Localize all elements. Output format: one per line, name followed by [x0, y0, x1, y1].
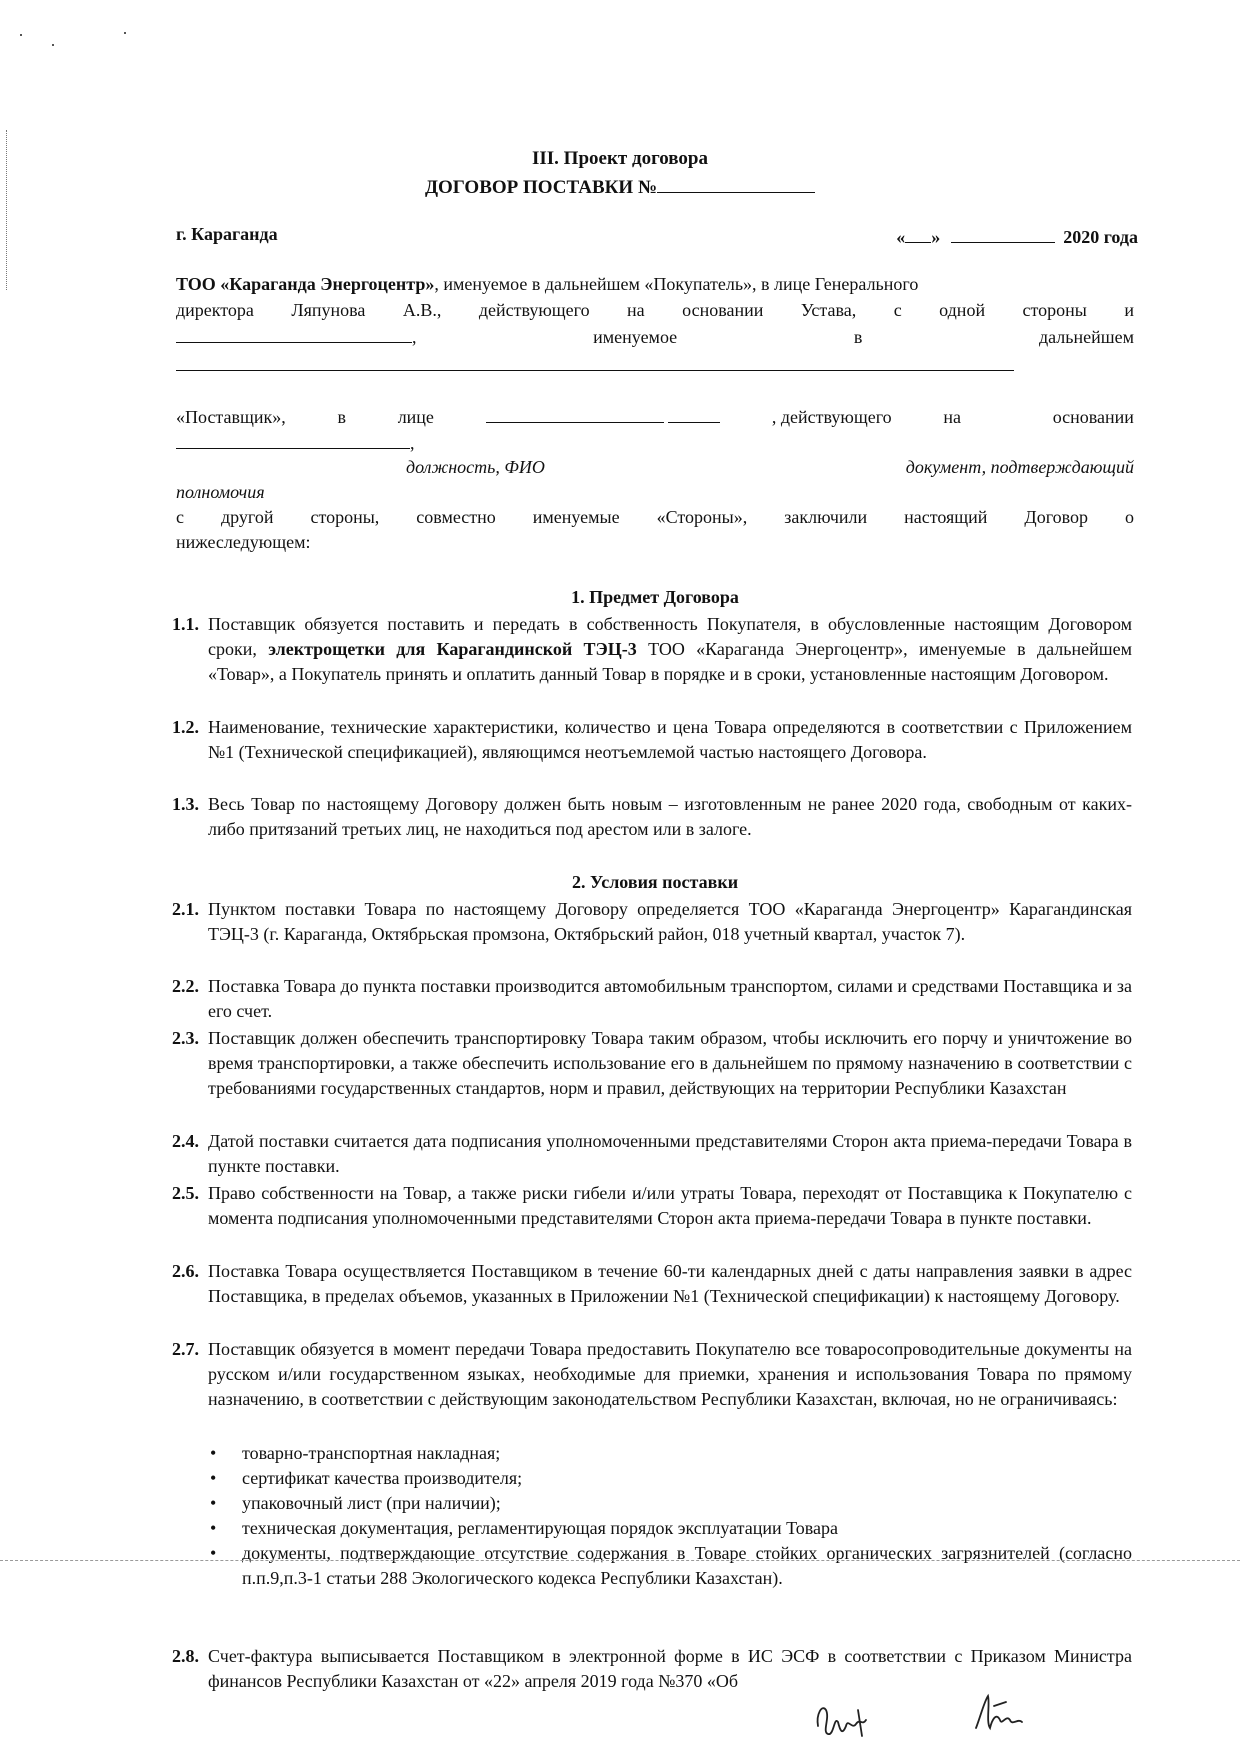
product-name: электрощетки для Карагандинской ТЭЦ-3 — [268, 639, 637, 659]
city: г. Караганда — [176, 224, 278, 244]
clause-text: Датой поставки считается дата подписания уполномоченными представителями Сторон акта приема-передачи Товара в пункте поставки. — [208, 1131, 1132, 1176]
clause-number: 1.1. — [172, 614, 199, 634]
clause-number: 2.2. — [172, 976, 199, 996]
section-1-heading: 1. Предмет Договора — [571, 587, 739, 607]
clause-2-3 — [172, 1026, 1132, 1101]
signature-initials-2 — [966, 1690, 1030, 1740]
clause-text: Право собственности на Товар, а также риски гибели и/или утраты Товара, переходят от Поставщика к Покупателю с момента подписания уполномоченными представителями Сторон акта приема-передачи Товара в пункте поставки. — [208, 1183, 1132, 1228]
clause-2-7 — [172, 1337, 1132, 1412]
supplier-named-word: именуемое — [593, 327, 678, 347]
list-item: • упаковочный лист (при наличии); — [208, 1491, 1132, 1516]
clause-2-2 — [172, 974, 1132, 1024]
parties-line-4 — [176, 404, 1134, 430]
parties-line-1 — [176, 272, 1134, 297]
representative-field — [486, 404, 721, 430]
clause-2-4 — [172, 1129, 1132, 1179]
clause-number: 1.3. — [172, 794, 199, 814]
on-word: на — [943, 407, 961, 427]
clause-text: Поставщик обязуется в момент передачи Товара предоставить Покупателю все товаросопроводительные документы на русском и/или государственном языках, необходимые для приемки, хранения и использования Товара по прямому назначению, в соответствии с действующим законодательством Республики Казахстан, включая, но не ограничиваясь: — [208, 1339, 1132, 1409]
clause-2-6 — [172, 1259, 1132, 1309]
basis-word: основании — [1052, 407, 1134, 427]
clause-number: 2.8. — [172, 1646, 199, 1666]
contract-number-blank — [657, 174, 815, 193]
basis-document-blank — [176, 430, 410, 449]
representative-blank-1 — [486, 404, 664, 423]
list-item: • документы, подтверждающие отсутствие содержания в Товаре стойких органических загрязнителей (согласно п.п.9,п.3-1 статьи 288 Экологического кодекса Республики Казахстан). — [208, 1541, 1132, 1591]
clause-text-part: Поставщик обязуется поставить и передать в собственность Покупателя, в обусловленные настоящим Договором сроки, — [208, 614, 1132, 659]
clause-text: Весь Товар по настоящему Договору должен быть новым – изготовленным не ранее 2020 года, свободным от каких-либо притязаний третьих лиц, не находиться под арестом или в залоге. — [208, 794, 1132, 839]
contract-title-text: ДОГОВОР ПОСТАВКИ № — [424, 177, 658, 198]
hint-position-name: должность, ФИО — [406, 457, 545, 477]
scan-artifact — [52, 44, 54, 46]
parties-closing-line-2: нижеследующем: — [176, 532, 311, 552]
signature-initials-1 — [812, 1696, 876, 1742]
face-word: лице — [397, 407, 434, 427]
parties-line-2: директора Ляпунова А.В., действующего на основании Устава, с одной стороны и — [176, 300, 1134, 320]
list-item: • сертификат качества производителя; — [208, 1466, 1132, 1491]
list-item: • товарно-транспортная накладная; — [208, 1441, 1132, 1466]
parties-closing-line-1: с другой стороны, совместно именуемые «Стороны», заключили настоящий Договор о — [176, 507, 1134, 527]
clause-text: Пунктом поставки Товара по настоящему Договору определяется ТОО «Караганда Энергоцентр» Карагандинская ТЭЦ-3 (г. Караганда, Октябрьская промзона, Октябрьский район, 018 учетный квартал, участок 7). — [208, 899, 1132, 944]
buyer-text-1: , именуемое в дальнейшем «Покупатель», в лице Генерального — [434, 274, 919, 294]
supplier-full-name-blank — [176, 352, 1014, 371]
acting-word: , действующего — [771, 407, 892, 427]
supplier-label: «Поставщик», — [176, 407, 286, 427]
supplier-name-blank — [176, 324, 412, 343]
clause-text — [208, 612, 1132, 687]
section-2-heading: 2. Условия поставки — [571, 872, 739, 892]
month-blank — [951, 224, 1055, 243]
representative-blank-2 — [668, 404, 720, 423]
hint-authority: полномочия — [176, 482, 265, 502]
hint-authority-document: документ, подтверждающий — [905, 457, 1134, 477]
in-word: в — [337, 407, 346, 427]
clause-1-1 — [172, 612, 1132, 687]
clause-number: 2.3. — [172, 1028, 199, 1048]
basis-document-field — [176, 430, 415, 456]
scan-artifact — [20, 34, 22, 36]
clause-number: 2.6. — [172, 1261, 199, 1281]
clause-number: 2.1. — [172, 899, 199, 919]
date-quote-open: « — [896, 227, 906, 247]
supplier-comma: , — [412, 327, 417, 347]
day-blank — [905, 224, 931, 243]
basis-comma: , — [410, 433, 415, 453]
contract-date — [896, 224, 1138, 248]
clause-number: 2.4. — [172, 1131, 199, 1151]
clause-text: Поставка Товара осуществляется Поставщиком в течение 60-ти календарных дней с даты направления заявки в адрес Поставщика, в пределах объемов, указанных в Приложении №1 (Технической спецификации) к настоящему Договору. — [208, 1261, 1132, 1306]
clause-text: Наименование, технические характеристики, количество и цена Товара определяются в соответствии с Приложением №1 (Технической спецификацией), являющимся неотъемлемой частью настоящего Договора. — [208, 717, 1132, 762]
clause-1-3 — [172, 792, 1132, 842]
supplier-in-word: в — [853, 327, 863, 347]
clause-text-part: ТОО «Караганда Энергоцентр», именуемые в дальнейшем «Товар», а Покупатель принять и оплатить данный Товар в порядке и в сроки, установленные настоящим Договором. — [208, 639, 1132, 684]
clause-2-1 — [172, 897, 1132, 947]
scan-fold-line — [0, 1560, 1240, 1561]
parties-line-3 — [176, 324, 1134, 350]
scan-artifact — [124, 32, 126, 34]
contract-title — [0, 174, 1240, 199]
list-item: • техническая документация, регламентирующая порядок эксплуатации Товара — [208, 1516, 1132, 1541]
date-quote-close: » — [931, 227, 941, 247]
clause-number: 1.2. — [172, 717, 199, 737]
buyer-name: ТОО «Караганда Энергоцентр» — [176, 274, 435, 294]
clause-text: Поставщик должен обеспечить транспортировку Товара таким образом, чтобы исключить его порчу и уничтожение во время транспортировки, а также обеспечить использование его в дальнейшем по прямому назначению в соответствии с требованиями государственных стандартов, норм и правил, действующих на территории Республики Казахстан — [208, 1028, 1132, 1098]
documents-list — [208, 1441, 1132, 1591]
supplier-further-word: дальнейшем — [1038, 327, 1134, 347]
clause-number: 2.5. — [172, 1183, 199, 1203]
clause-text: Поставка Товара до пункта поставки производится автомобильным транспортом, силами и средствами Поставщика и за его счет. — [208, 976, 1132, 1021]
clause-text: Счет-фактура выписывается Поставщиком в электронной форме в ИС ЭСФ в соответствии с Приказом Министра финансов Республики Казахстан от «22» апреля 2019 года №370 «Об — [208, 1646, 1132, 1691]
clause-1-2 — [172, 715, 1132, 765]
clause-2-5 — [172, 1181, 1132, 1231]
section-title: III. Проект договора — [532, 148, 708, 169]
year-text: 2020 года — [1063, 227, 1138, 247]
clause-number: 2.7. — [172, 1339, 199, 1359]
clause-2-8 — [172, 1644, 1132, 1694]
supplier-name-field — [176, 324, 417, 350]
